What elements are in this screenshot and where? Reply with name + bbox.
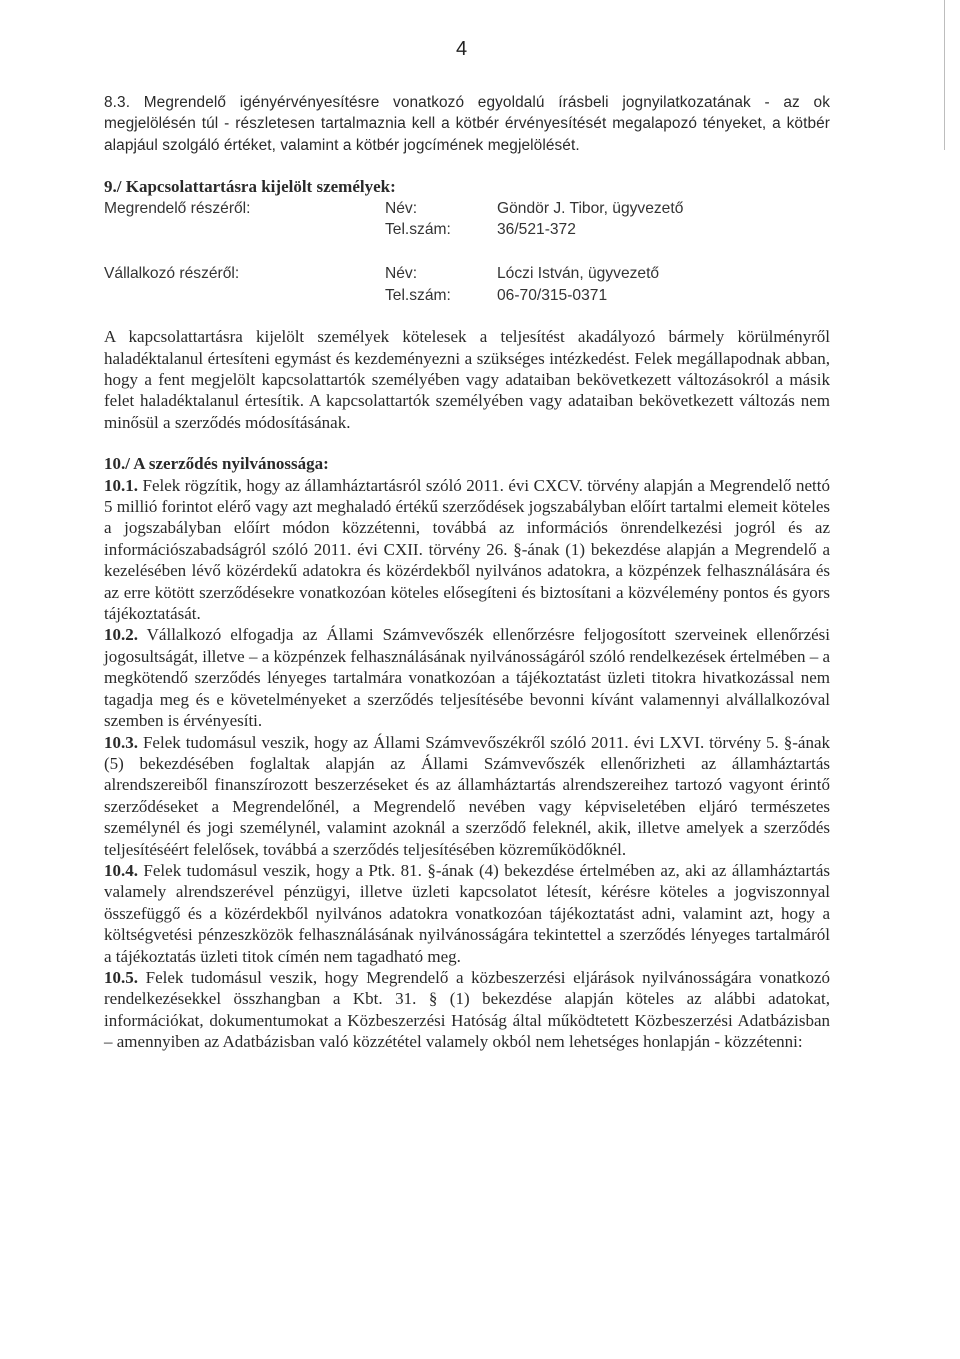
- section-10-2-text: Vállalkozó elfogadja az Állami Számvevőszék ellenőrzésre feljogosított szerveinek ellenőrzési jogosultságát, illetve – a közpénzek felhasználásának nyilvánosságáról szóló rendelkezések értelmében – a megkötendő szerződés lényeges tartalmára vonatkozóan a tájékoztatást üzleti titokra hivatkozással nem tagadja meg és e követelményeket a szerződés teljesítésébe bevonni kívánt valamennyi alvállalkozóval szemben is érvényesíti.: [104, 625, 831, 731]
- vallalkozo-phone-label: Tel.szám:: [385, 286, 451, 304]
- section-10-2: [104, 624, 830, 731]
- section-8-3-number: 8.3.: [104, 94, 131, 111]
- megrendelo-phone-value: 36/521-372: [497, 221, 576, 239]
- section-8-3: [104, 92, 830, 156]
- section-10-5: [104, 967, 830, 1053]
- section-10-heading: 10./ A szerződés nyilvánossága:: [104, 454, 329, 474]
- section-10-1-text: Felek rögzítik, hogy az államháztartásról szóló 2011. évi CXCV. törvény alapján a Megrendelő nettó 5 millió forintot elérő vagy azt meghaladó értékű szerződések jogszabályban előírt tartalmi elemeit köteles a jogszabályban előírt módon közzétenni, továbbá az információs önrendelkezési jogról és az információszabadságról szóló 2011. évi CXII. törvény 26. §-ának (1) bekezdése alapján a Megrendelő a kezelésében lévő közérdekű adatokra és közérdekből nyilvános adatokra, a közpénzek felhasználására és az erre kötött szerződésekre vonatkozóan köteles elősegíteni és biztosítani a közvélemény pontos és gyors tájékoztatását.: [104, 475, 830, 624]
- page-number: 4: [456, 38, 468, 60]
- section-10-3-text: Felek tudomásul veszik, hogy az Állami Számvevőszékről szóló 2011. évi LXVI. törvény 5. §-ának (5) bekezdésében foglaltak alapján az Állami Számvevőszék ellenőrizheti az államháztartás alrendszereiből finanszírozott beszerzéseket és az államháztartás alrendszereihez tartozó vagyont érintő szerződéseket a Megrendelőnél, a Megrendelő nevében vagy képviseletében eljáró természetes személynél és jogi személynél, valamint azoknál a szerződő feleknél, akik, illetve amelyek a szerződés teljesítéséért felelősek, továbbá a szerződés teljesítésében közreműködőknél.: [104, 732, 831, 859]
- megrendelo-side-label: Megrendelő részéről:: [104, 199, 251, 217]
- contact-row-megrendelo-name: [104, 198, 830, 219]
- contact-row-vallalkozo-name: [104, 263, 830, 284]
- section-10-5-number: 10.5.: [104, 967, 138, 987]
- contact-row-megrendelo-phone: [104, 219, 830, 240]
- megrendelo-name-label: Név:: [385, 199, 418, 217]
- vallalkozo-name-value: Lóczi István, ügyvezető: [497, 265, 660, 283]
- vallalkozo-name-label: Név:: [385, 265, 418, 283]
- contact-block: [104, 198, 830, 307]
- section-8-3-text: Megrendelő igényérvényesítésre vonatkozó egyoldalú írásbeli jognyilatkozatának - az ok megjelölésén túl - részletesen tartalmaznia kell a kötbér érvényesítését megalapozó tényeket, a kötbér alapjául szolgáló értéket, valamint a kötbér jogcímének megjelölését.: [104, 94, 830, 154]
- megrendelo-name-value: Göndör J. Tibor, ügyvezető: [497, 199, 684, 217]
- scan-edge-line: [944, 0, 945, 150]
- section-10-3-number: 10.3.: [104, 732, 138, 752]
- section-10-3: [104, 732, 830, 860]
- vallalkozo-phone-value: 06-70/315-0371: [497, 286, 608, 304]
- vallalkozo-side-label: Vállalkozó részéről:: [104, 265, 240, 283]
- section-10-1: [104, 475, 830, 625]
- section-10-1-number: 10.1.: [104, 475, 138, 495]
- document-body: [104, 92, 830, 1053]
- section-10-4-number: 10.4.: [104, 860, 138, 880]
- section-10-2-number: 10.2.: [104, 625, 138, 645]
- megrendelo-phone-label: Tel.szám:: [385, 221, 451, 239]
- section-10-4: [104, 860, 830, 967]
- contact-row-vallalkozo-phone: [104, 285, 830, 306]
- section-10-5-text: Felek tudomásul veszik, hogy Megrendelő a közbeszerzési eljárások nyilvánosságára vonatkozó rendelkezésekkel összhangban a Kbt. 31. § (1) bekezdése alapján köteles az alábbi adatokat, információkat, dokumentumokat a Közbeszerzési Hatóság által működtetett Közbeszerzési Adatbázisban – amennyiben az Adatbázisban való közzététel valamely okból nem lehetséges honlapján - közzétenni:: [104, 967, 831, 1052]
- section-9-heading: 9./ Kapcsolattartásra kijelölt személyek:: [104, 177, 396, 197]
- section-10-4-text: Felek tudomásul veszik, hogy a Ptk. 81. §-ának (4) bekezdése értelmében az, aki az államháztartás valamely alrendszerével pénzügyi, illetve üzleti kapcsolatot létesít, kérésre köteles a jogviszonnyal összefüggő és a közérdekből nyilvános adatokra vonatkozóan tájékoztatást adni, valamint azt, hogy a költségvetési pénzeszközök felhasználásának nyilvánosságára tekintettel a szerződés lényeges tartalmáról a tájékoztatás üzleti titok címén nem tagadható meg.: [104, 860, 831, 966]
- section-9-paragraph: A kapcsolattartásra kijelölt személyek kötelesek a teljesítést akadályozó bármely körülményről haladéktalanul értesíteni egymást és kezdeményezni a szükséges intézkedést. Felek megállapodnak abban, hogy a fent megjelölt kapcsolattartók személyében vagy adataiban bekövetkezett változásokról a másik felet haladéktalanul értesítik. A kapcsolattartók személyében vagy adataiban bekövetkezett változás nem minősül a szerződés módosításának.: [104, 327, 830, 432]
